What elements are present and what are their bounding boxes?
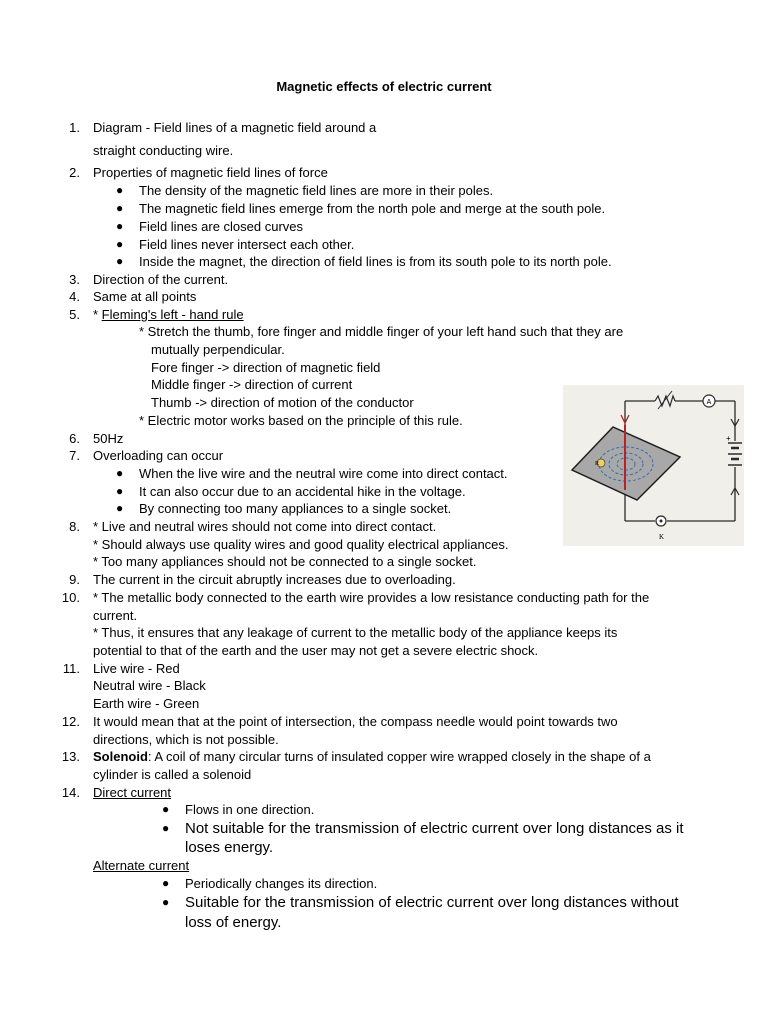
bullet-icon: ●	[116, 466, 124, 480]
list-item: Inside the magnet, the direction of field lines is from its south pole to its north pole.	[139, 254, 612, 269]
item-text: It would mean that at the point of intersection, the compass needle would point towards two	[93, 714, 618, 729]
item-number: 6.	[69, 431, 80, 446]
bullet-icon: ●	[116, 254, 124, 268]
key-switch-dot	[660, 520, 663, 523]
page-title: Magnetic effects of electric current	[276, 79, 492, 94]
item-text: current.	[93, 608, 138, 623]
item-text: cylinder is called a solenoid	[93, 767, 252, 782]
bullet-icon: ●	[162, 821, 170, 835]
solenoid-term: Solenoid	[93, 749, 148, 764]
list-item: Suitable for the transmission of electric current over long distances without	[185, 894, 679, 911]
bullet-icon: ●	[116, 484, 124, 498]
item-text: Direction of the current.	[93, 272, 229, 287]
list-item: Field lines are closed curves	[139, 219, 304, 234]
item-text: * Electric motor works based on the principle of this rule.	[139, 413, 463, 428]
list-item: The magnetic field lines emerge from the north pole and merge at the south pole.	[139, 201, 606, 216]
list-item: Field lines never intersect each other.	[139, 237, 355, 252]
item-number: 9.	[69, 572, 80, 587]
item-number: 7.	[69, 448, 80, 463]
bullet-icon: ●	[116, 501, 124, 515]
list-item: When the live wire and the neutral wire come into direct contact.	[139, 466, 508, 481]
item-number: 5.	[69, 307, 80, 322]
bullet-icon: ●	[162, 802, 170, 816]
item-number: 10.	[61, 590, 80, 605]
item-text: The current in the circuit abruptly increases due to overloading.	[93, 572, 456, 587]
circuit-diagram-figure	[563, 385, 744, 546]
bullet-icon: ●	[116, 201, 124, 215]
item-text: Properties of magnetic field lines of force	[93, 165, 328, 180]
list-item: Not suitable for the transmission of electric current over long distances as it	[185, 820, 684, 837]
solenoid-definition: : A coil of many circular turns of insulated copper wire wrapped closely in the shape of a	[147, 749, 651, 764]
item-text: Middle finger -> direction of current	[151, 377, 353, 392]
list-item: Flows in one direction.	[185, 802, 315, 817]
item-text: potential to that of the earth and the user may not get a severe electric shock.	[93, 643, 539, 658]
item-text: Same at all points	[93, 289, 197, 304]
item-number: 2.	[69, 165, 80, 180]
item-text: 50Hz	[93, 431, 124, 446]
alternate-current-heading: Alternate current	[93, 858, 190, 873]
list-item: The density of the magnetic field lines are more in their poles.	[139, 183, 494, 198]
list-item: loses energy.	[185, 839, 274, 856]
item-number: 3.	[69, 272, 80, 287]
item-number: 1.	[69, 120, 80, 135]
item-number: 12.	[61, 714, 80, 729]
item-number: 4.	[69, 289, 80, 304]
list-item: By connecting too many appliances to a single socket.	[139, 501, 452, 516]
bullet-icon: ●	[162, 895, 170, 909]
key-label: K	[659, 533, 665, 541]
item-text: Overloading can occur	[93, 448, 224, 463]
bullet-icon: ●	[116, 219, 124, 233]
list-item: loss of energy.	[185, 914, 282, 931]
item-prefix: *	[93, 307, 102, 322]
item-text	[93, 306, 244, 323]
item-text: Diagram - Field lines of a magnetic field around a	[93, 120, 377, 135]
item-text: * Thus, it ensures that any leakage of current to the metallic body of the appliance keeps its	[93, 625, 618, 640]
item-number: 8.	[69, 519, 80, 534]
item-text: Thumb -> direction of motion of the conductor	[151, 395, 414, 410]
item-text: mutually perpendicular.	[151, 342, 285, 357]
item-text: Earth wire - Green	[93, 696, 200, 711]
item-text	[93, 748, 651, 765]
item-number: 14.	[61, 785, 80, 800]
list-item: Periodically changes its direction.	[185, 876, 378, 891]
list-item: It can also occur due to an accidental hike in the voltage.	[139, 484, 466, 499]
ammeter-label: A	[706, 399, 712, 406]
item-text: straight conducting wire.	[93, 143, 234, 158]
bullet-icon: ●	[162, 876, 170, 890]
item-text: Fore finger -> direction of magnetic field	[151, 360, 381, 375]
item-text: directions, which is not possible.	[93, 732, 279, 747]
item-text: Live wire - Red	[93, 661, 180, 676]
item-text: * Stretch the thumb, fore finger and middle finger of your left hand such that they are	[139, 324, 624, 339]
flemings-rule-heading: Fleming's left - hand rule	[101, 307, 244, 322]
direct-current-heading: Direct current	[93, 785, 172, 800]
item-number: 11.	[62, 661, 80, 676]
bullet-icon: ●	[116, 237, 124, 251]
item-text: * The metallic body connected to the earth wire provides a low resistance conducting path for the	[93, 590, 650, 605]
bullet-icon: ●	[116, 183, 124, 197]
item-number: 13.	[61, 749, 80, 764]
compass-label: R	[595, 461, 600, 467]
item-text: * Too many appliances should not be connected to a single socket.	[93, 554, 477, 569]
item-text: * Should always use quality wires and good quality electrical appliances.	[93, 537, 509, 552]
item-text: * Live and neutral wires should not come into direct contact.	[93, 519, 437, 534]
item-text: Neutral wire - Black	[93, 678, 206, 693]
battery-plus-label: +	[726, 434, 731, 443]
